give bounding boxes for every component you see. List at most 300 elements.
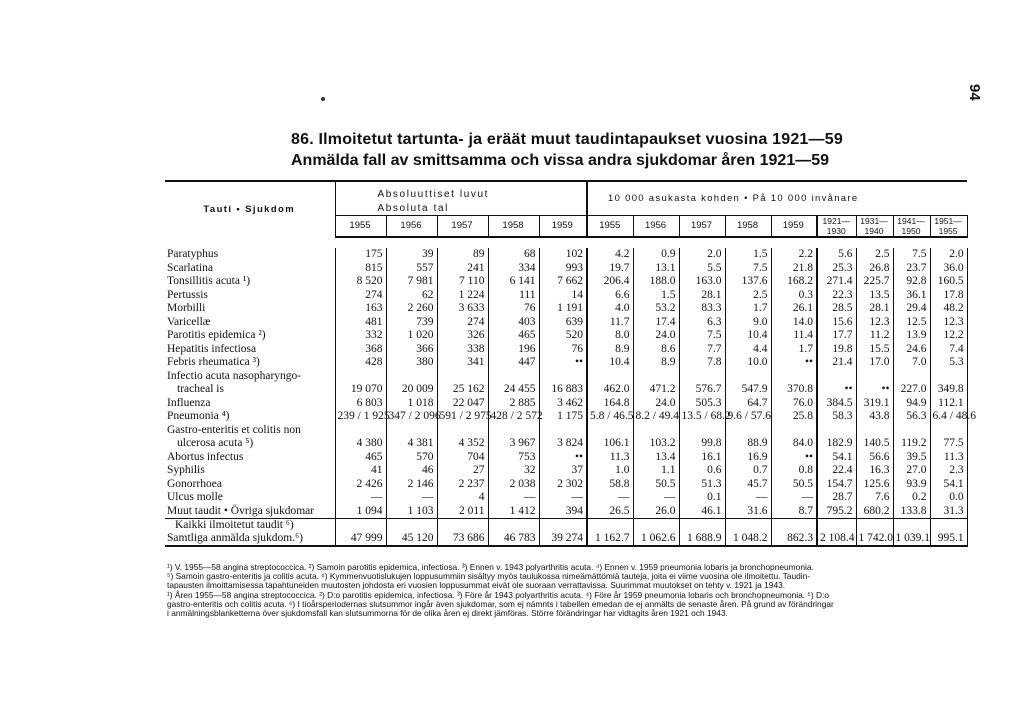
table-cell: 7.6 bbox=[856, 491, 893, 505]
table-cell bbox=[771, 370, 817, 384]
table-cell: 1.5 bbox=[633, 289, 679, 303]
table-cell: 133.8 bbox=[893, 505, 930, 519]
period-end: 1950 bbox=[901, 226, 921, 236]
table-row bbox=[165, 451, 967, 465]
disease-name: Ulcus molle bbox=[165, 491, 335, 505]
table-cell: 0.7 bbox=[725, 464, 771, 478]
table-row bbox=[165, 491, 967, 505]
table-cell: 62 bbox=[386, 289, 437, 303]
table-cell: 319.1 bbox=[856, 397, 893, 411]
table-cell: 520 bbox=[539, 329, 587, 343]
table-cell: 93.9 bbox=[893, 478, 930, 492]
table-row bbox=[165, 343, 967, 357]
table-cell: 1 175 bbox=[539, 410, 587, 424]
table-cell: 22.3 bbox=[817, 289, 856, 303]
table-cell: 639 bbox=[539, 316, 587, 330]
table-cell: 13.5 / 68.2 bbox=[679, 410, 725, 424]
table-cell: 380 bbox=[386, 356, 437, 370]
table-cell: 23.7 bbox=[893, 262, 930, 276]
speck bbox=[321, 97, 325, 101]
year-header-absolute: 1956 bbox=[386, 216, 437, 238]
disease-name: tracheal is bbox=[165, 383, 335, 397]
disease-name: Hepatitis infectiosa bbox=[165, 343, 335, 357]
table-cell: 4 bbox=[437, 491, 488, 505]
disease-name: Abortus infectus bbox=[165, 451, 335, 465]
table-cell: 50.5 bbox=[633, 478, 679, 492]
table-cell bbox=[633, 424, 679, 438]
table-cell: 48.2 bbox=[930, 302, 967, 316]
table-cell: 11.2 bbox=[856, 329, 893, 343]
table-cell: 16.9 bbox=[725, 451, 771, 465]
table-cell: 1.0 bbox=[587, 464, 633, 478]
table-cell: 2 885 bbox=[488, 397, 539, 411]
per-10000-header: 10 000 asukasta kohden • På 10 000 invånare bbox=[587, 181, 967, 216]
table-cell: 2 146 bbox=[386, 478, 437, 492]
table-cell: 32 bbox=[488, 464, 539, 478]
table-cell: 13.4 bbox=[633, 451, 679, 465]
table-cell: 739 bbox=[386, 316, 437, 330]
table-cell: 8.9 bbox=[633, 356, 679, 370]
table-cell: 3 824 bbox=[539, 437, 587, 451]
table-cell: 125.6 bbox=[856, 478, 893, 492]
table-cell: 53.2 bbox=[633, 302, 679, 316]
table-cell: 2 237 bbox=[437, 478, 488, 492]
table-cell bbox=[817, 370, 856, 384]
footnote-line: ⁵) Samoin gastro-enteritis ja colitis acuta. ⁶) Kymmenvuotislukujen loppusummiin sisältyy myös taulukossa nimeämättömiä tauteja, joita ei viime vuosina ole ilmoitettu. Taudin- bbox=[167, 571, 811, 582]
table-cell: — bbox=[386, 491, 437, 505]
disease-name: Pneumonia ⁴) bbox=[165, 410, 335, 424]
table-cell: 3 462 bbox=[539, 397, 587, 411]
table-row bbox=[165, 505, 967, 519]
table-cell: 4.0 bbox=[587, 302, 633, 316]
table-cell: 274 bbox=[437, 316, 488, 330]
table-cell: 6 141 bbox=[488, 275, 539, 289]
table-cell: 111 bbox=[488, 289, 539, 303]
table-cell bbox=[725, 370, 771, 384]
table-cell: 465 bbox=[488, 329, 539, 343]
table-cell bbox=[856, 370, 893, 384]
table-cell: 7.7 bbox=[679, 343, 725, 357]
table-cell: 12.5 bbox=[893, 316, 930, 330]
table-cell: 58.3 bbox=[817, 410, 856, 424]
table-cell: 16.3 bbox=[856, 464, 893, 478]
table-cell: 7.5 bbox=[679, 329, 725, 343]
table-cell: 225.7 bbox=[856, 275, 893, 289]
footnote-line: ¹) V. 1955—58 angina streptococcica. ²) Samoin parotitis epidemica, infectiosa. ³) Ennen v. 1943 polyarthritis acuta. ⁴) Ennen v. 1959 pneumonia lobaris ja bronchopneumonia. bbox=[167, 562, 814, 572]
table-cell: 17.8 bbox=[930, 289, 967, 303]
table-cell: 36.1 bbox=[893, 289, 930, 303]
table-cell: 8.6 bbox=[633, 343, 679, 357]
table-cell: 99.8 bbox=[679, 437, 725, 451]
table-cell: 163.0 bbox=[679, 275, 725, 289]
table-cell: 2.2 bbox=[771, 248, 817, 262]
period-header bbox=[817, 216, 856, 238]
total-label-finnish: Kaikki ilmoitetut taudit ⁶) bbox=[175, 519, 294, 531]
table-cell bbox=[437, 370, 488, 384]
disease-name: Gastro-enteritis et colitis non bbox=[165, 424, 335, 438]
table-cell: 188.0 bbox=[633, 275, 679, 289]
table-cell: 137.6 bbox=[725, 275, 771, 289]
total-cell: 73 686 bbox=[437, 519, 488, 547]
table-cell: 471.2 bbox=[633, 383, 679, 397]
table-cell: 25.8 bbox=[771, 410, 817, 424]
table-row bbox=[165, 262, 967, 276]
table-cell: 8 520 bbox=[335, 275, 386, 289]
total-cell: 2 108.4 bbox=[817, 519, 856, 547]
total-row bbox=[165, 519, 967, 547]
table-cell: 11.3 bbox=[587, 451, 633, 465]
table-title-finnish: 86. Ilmoitetut tartunta- ja eräät muut taudintapaukset vuosina 1921—59 bbox=[291, 131, 843, 148]
table-cell: 182.9 bbox=[817, 437, 856, 451]
table-cell: 680.2 bbox=[856, 505, 893, 519]
table-cell: 274 bbox=[335, 289, 386, 303]
year-header-per-10000: 1958 bbox=[725, 216, 771, 238]
table-cell: 10.4 bbox=[587, 356, 633, 370]
table-cell: 164.8 bbox=[587, 397, 633, 411]
table-cell: 76.0 bbox=[771, 397, 817, 411]
table-cell: 5.3 bbox=[930, 356, 967, 370]
table-cell bbox=[633, 370, 679, 384]
table-cell: 7 662 bbox=[539, 275, 587, 289]
table-cell: •• bbox=[771, 356, 817, 370]
table-cell: 2 260 bbox=[386, 302, 437, 316]
table-cell bbox=[930, 424, 967, 438]
table-cell: 26.8 bbox=[856, 262, 893, 276]
table-cell bbox=[856, 424, 893, 438]
disease-name: Muut taudit • Övriga sjukdomar bbox=[165, 505, 335, 519]
year-header-absolute: 1958 bbox=[488, 216, 539, 238]
table-cell: 1.1 bbox=[633, 464, 679, 478]
table-cell: 11.3 bbox=[930, 451, 967, 465]
table-cell: 112.1 bbox=[930, 397, 967, 411]
table-row bbox=[165, 316, 967, 330]
table-cell: 326 bbox=[437, 329, 488, 343]
table-cell: 0.8 bbox=[771, 464, 817, 478]
table-cell: — bbox=[488, 491, 539, 505]
table-cell: 2.0 bbox=[679, 248, 725, 262]
table-cell: 175 bbox=[335, 248, 386, 262]
year-header-per-10000: 1959 bbox=[771, 216, 817, 238]
table-cell: 19 070 bbox=[335, 383, 386, 397]
table-cell: 227.0 bbox=[893, 383, 930, 397]
disease-name: Febris rheumatica ³) bbox=[165, 356, 335, 370]
footnote-line: tapausten ilmoittamisessa tapahtuneiden muutosten johdosta eri vuosien loppusummat eivät ole suoraan verrattavissa. Suurimmat muutokset on tehty v. 1921 ja 1943. bbox=[167, 580, 786, 591]
footnote-line: i anmälningsblanketterna över sjukdomsfall kan slutsummorna för de olika åren ej direkt jämföras. Större förändringar har vidtagits åren 1921 och 1943. bbox=[167, 608, 728, 619]
footnote-line: gastro-enteritis och colitis acuta. ⁶) I tioårsperiodernas slutsummor ingår även sjukdomar, som ej nämnts i tabellen emedan de ej anmälts de senaste åren. På grund av förändringar bbox=[167, 598, 834, 609]
table-cell: 241 bbox=[437, 262, 488, 276]
table-cell: 4 381 bbox=[386, 437, 437, 451]
table-cell: 21.8 bbox=[771, 262, 817, 276]
table-cell: 4.4 bbox=[725, 343, 771, 357]
table-cell: 27 bbox=[437, 464, 488, 478]
table-cell bbox=[437, 424, 488, 438]
table-cell: 89 bbox=[437, 248, 488, 262]
table-cell: 16 883 bbox=[539, 383, 587, 397]
table-cell: 13.5 bbox=[856, 289, 893, 303]
table-row bbox=[165, 248, 967, 262]
table-cell: 10.0 bbox=[725, 356, 771, 370]
absolute-numbers-header-sv: Absoluta tal bbox=[377, 202, 449, 214]
table-cell: 24.0 bbox=[633, 397, 679, 411]
table-cell: 163 bbox=[335, 302, 386, 316]
table-cell bbox=[386, 424, 437, 438]
table-cell: 31.3 bbox=[930, 505, 967, 519]
table-cell: •• bbox=[539, 356, 587, 370]
table-cell: 4.2 bbox=[587, 248, 633, 262]
total-cell: 1 742.0 bbox=[856, 519, 893, 547]
table-cell: 68 bbox=[488, 248, 539, 262]
table-cell: 196 bbox=[488, 343, 539, 357]
table-cell bbox=[539, 370, 587, 384]
table-cell: 239 / 1 925 bbox=[335, 410, 386, 424]
disease-name: Scarlatina bbox=[165, 262, 335, 276]
table-cell: 1 224 bbox=[437, 289, 488, 303]
table-row bbox=[165, 464, 967, 478]
table-row bbox=[165, 410, 967, 424]
table-cell: 753 bbox=[488, 451, 539, 465]
total-cell: 1 048.2 bbox=[725, 519, 771, 547]
total-cell: 45 120 bbox=[386, 519, 437, 547]
table-cell: 557 bbox=[386, 262, 437, 276]
table-cell: 428 / 2 572 bbox=[488, 410, 539, 424]
table-cell: 9.6 / 57.6 bbox=[725, 410, 771, 424]
table-cell bbox=[335, 370, 386, 384]
disease-name: Gonorrhoea bbox=[165, 478, 335, 492]
table-cell: 15.6 bbox=[817, 316, 856, 330]
table-cell: 6.3 bbox=[679, 316, 725, 330]
table-cell: 28.1 bbox=[856, 302, 893, 316]
table-cell: 20 009 bbox=[386, 383, 437, 397]
table-cell bbox=[587, 370, 633, 384]
table-cell: 2 426 bbox=[335, 478, 386, 492]
table-cell: 1 020 bbox=[386, 329, 437, 343]
table-cell: 64.7 bbox=[725, 397, 771, 411]
disease-name: Varicellæ bbox=[165, 316, 335, 330]
table-cell: 19.7 bbox=[587, 262, 633, 276]
table-cell: — bbox=[539, 491, 587, 505]
table-cell: 22 047 bbox=[437, 397, 488, 411]
total-cell: 1 162.7 bbox=[587, 519, 633, 547]
table-cell: 2 302 bbox=[539, 478, 587, 492]
table-row bbox=[165, 383, 967, 397]
table-cell: 94.9 bbox=[893, 397, 930, 411]
table-cell: 26.5 bbox=[587, 505, 633, 519]
table-cell: 24.0 bbox=[633, 329, 679, 343]
table-cell: •• bbox=[856, 383, 893, 397]
table-cell: 370.8 bbox=[771, 383, 817, 397]
year-header-per-10000: 1955 bbox=[587, 216, 633, 238]
table-cell: 36.0 bbox=[930, 262, 967, 276]
total-cell: 39 274 bbox=[539, 519, 587, 547]
table-cell: 8.2 / 49.4 bbox=[633, 410, 679, 424]
table-cell: 993 bbox=[539, 262, 587, 276]
table-row bbox=[165, 397, 967, 411]
table-cell: 403 bbox=[488, 316, 539, 330]
table-cell: 102 bbox=[539, 248, 587, 262]
table-cell: — bbox=[633, 491, 679, 505]
table-row bbox=[165, 329, 967, 343]
table-cell: 0.0 bbox=[930, 491, 967, 505]
table-cell: 7 110 bbox=[437, 275, 488, 289]
table-cell: 462.0 bbox=[587, 383, 633, 397]
table-cell: 14.0 bbox=[771, 316, 817, 330]
table-cell: — bbox=[771, 491, 817, 505]
year-header-per-10000: 1956 bbox=[633, 216, 679, 238]
table-cell: 271.4 bbox=[817, 275, 856, 289]
period-start: 1921— bbox=[822, 216, 850, 226]
period-start: 1951— bbox=[934, 216, 962, 226]
table-cell: 58.8 bbox=[587, 478, 633, 492]
table-cell: •• bbox=[771, 451, 817, 465]
table-cell: 168.2 bbox=[771, 275, 817, 289]
table-cell: 7.8 bbox=[679, 356, 725, 370]
table-cell: 25.3 bbox=[817, 262, 856, 276]
table-cell: — bbox=[335, 491, 386, 505]
table-cell: 39.5 bbox=[893, 451, 930, 465]
table-cell: 9.0 bbox=[725, 316, 771, 330]
table-cell: 795.2 bbox=[817, 505, 856, 519]
table-cell: 5.8 / 46.5 bbox=[587, 410, 633, 424]
table-cell: 6.4 / 48.6 bbox=[930, 410, 967, 424]
table-cell bbox=[335, 424, 386, 438]
table-row bbox=[165, 302, 967, 316]
table-cell bbox=[893, 370, 930, 384]
table-cell bbox=[893, 424, 930, 438]
table-row bbox=[165, 356, 967, 370]
disease-table bbox=[165, 180, 976, 547]
table-cell: 76 bbox=[539, 343, 587, 357]
table-cell bbox=[930, 370, 967, 384]
footnotes bbox=[167, 563, 973, 618]
table-cell: 206.4 bbox=[587, 275, 633, 289]
table-cell: 88.9 bbox=[725, 437, 771, 451]
table-cell bbox=[539, 424, 587, 438]
table-cell: 349.8 bbox=[930, 383, 967, 397]
page-number: 94 bbox=[966, 84, 983, 101]
table-cell: 0.3 bbox=[771, 289, 817, 303]
total-cell: 46 783 bbox=[488, 519, 539, 547]
disease-name: Morbilli bbox=[165, 302, 335, 316]
table-cell: 24.6 bbox=[893, 343, 930, 357]
disease-name: Syphilis bbox=[165, 464, 335, 478]
table-cell: 338 bbox=[437, 343, 488, 357]
table-cell: 17.0 bbox=[856, 356, 893, 370]
table-cell: 11.7 bbox=[587, 316, 633, 330]
period-header bbox=[856, 216, 893, 238]
table-cell: 2.5 bbox=[725, 289, 771, 303]
table-cell: 0.6 bbox=[679, 464, 725, 478]
table-cell: 19.8 bbox=[817, 343, 856, 357]
table-cell: 13.9 bbox=[893, 329, 930, 343]
disease-name: Influenza bbox=[165, 397, 335, 411]
table-cell: •• bbox=[539, 451, 587, 465]
table-cell: 11.4 bbox=[771, 329, 817, 343]
table-cell: 7.5 bbox=[725, 262, 771, 276]
table-cell: 366 bbox=[386, 343, 437, 357]
table-cell: 447 bbox=[488, 356, 539, 370]
table-cell: 41 bbox=[335, 464, 386, 478]
table-cell: 10.4 bbox=[725, 329, 771, 343]
table-row bbox=[165, 275, 967, 289]
total-cell: 1 688.9 bbox=[679, 519, 725, 547]
disease-name: Paratyphus bbox=[165, 248, 335, 262]
table-cell: 12.2 bbox=[930, 329, 967, 343]
table-cell: 31.6 bbox=[725, 505, 771, 519]
table-cell: 45.7 bbox=[725, 478, 771, 492]
table-cell: 394 bbox=[539, 505, 587, 519]
table-cell: 7 981 bbox=[386, 275, 437, 289]
disease-name: Pertussis bbox=[165, 289, 335, 303]
table-cell: 7.5 bbox=[893, 248, 930, 262]
table-cell: 4 380 bbox=[335, 437, 386, 451]
table-cell: 27.0 bbox=[893, 464, 930, 478]
table-cell bbox=[817, 424, 856, 438]
table-cell: — bbox=[587, 491, 633, 505]
total-cell: 47 999 bbox=[335, 519, 386, 547]
table-cell: 7.4 bbox=[930, 343, 967, 357]
table-cell: 83.3 bbox=[679, 302, 725, 316]
period-end: 1955 bbox=[938, 226, 958, 236]
table-cell: 0.1 bbox=[679, 491, 725, 505]
table-cell: 28.1 bbox=[679, 289, 725, 303]
table-cell: 505.3 bbox=[679, 397, 725, 411]
table-cell bbox=[679, 424, 725, 438]
table-cell: 28.7 bbox=[817, 491, 856, 505]
table-cell: 7.0 bbox=[893, 356, 930, 370]
table-cell: 8.9 bbox=[587, 343, 633, 357]
period-header bbox=[930, 216, 967, 238]
year-header-absolute: 1957 bbox=[437, 216, 488, 238]
table-cell: 103.2 bbox=[633, 437, 679, 451]
table-cell: 119.2 bbox=[893, 437, 930, 451]
table-cell: 92.8 bbox=[893, 275, 930, 289]
table-cell: 154.7 bbox=[817, 478, 856, 492]
table-cell: 25 162 bbox=[437, 383, 488, 397]
table-cell: 4 352 bbox=[437, 437, 488, 451]
table-cell: 17.4 bbox=[633, 316, 679, 330]
table-row bbox=[165, 424, 967, 438]
table-cell: 2.0 bbox=[930, 248, 967, 262]
table-cell bbox=[725, 424, 771, 438]
table-cell: 5.5 bbox=[679, 262, 725, 276]
year-header-per-10000: 1957 bbox=[679, 216, 725, 238]
table-cell bbox=[386, 370, 437, 384]
table-cell: 547.9 bbox=[725, 383, 771, 397]
table-cell: 84.0 bbox=[771, 437, 817, 451]
table-cell: 1 094 bbox=[335, 505, 386, 519]
table-cell: 332 bbox=[335, 329, 386, 343]
table-cell: 17.7 bbox=[817, 329, 856, 343]
period-end: 1940 bbox=[864, 226, 884, 236]
table-cell: 3 967 bbox=[488, 437, 539, 451]
table-cell: 0.9 bbox=[633, 248, 679, 262]
table-cell: 576.7 bbox=[679, 383, 725, 397]
period-header bbox=[893, 216, 930, 238]
table-cell bbox=[679, 370, 725, 384]
total-cell: 1 039.1 bbox=[893, 519, 930, 547]
disease-column-header: Tauti • Sjukdom bbox=[165, 181, 335, 237]
table-cell: 1.5 bbox=[725, 248, 771, 262]
table-cell: 76 bbox=[488, 302, 539, 316]
table-cell: 56.3 bbox=[893, 410, 930, 424]
table-cell: 1.7 bbox=[725, 302, 771, 316]
table-cell: 2 038 bbox=[488, 478, 539, 492]
table-cell: 384.5 bbox=[817, 397, 856, 411]
table-cell: 160.5 bbox=[930, 275, 967, 289]
total-label-swedish: Samtliga anmälda sjukdom.⁶) bbox=[167, 532, 303, 544]
table-cell: 77.5 bbox=[930, 437, 967, 451]
table-cell: 46.1 bbox=[679, 505, 725, 519]
